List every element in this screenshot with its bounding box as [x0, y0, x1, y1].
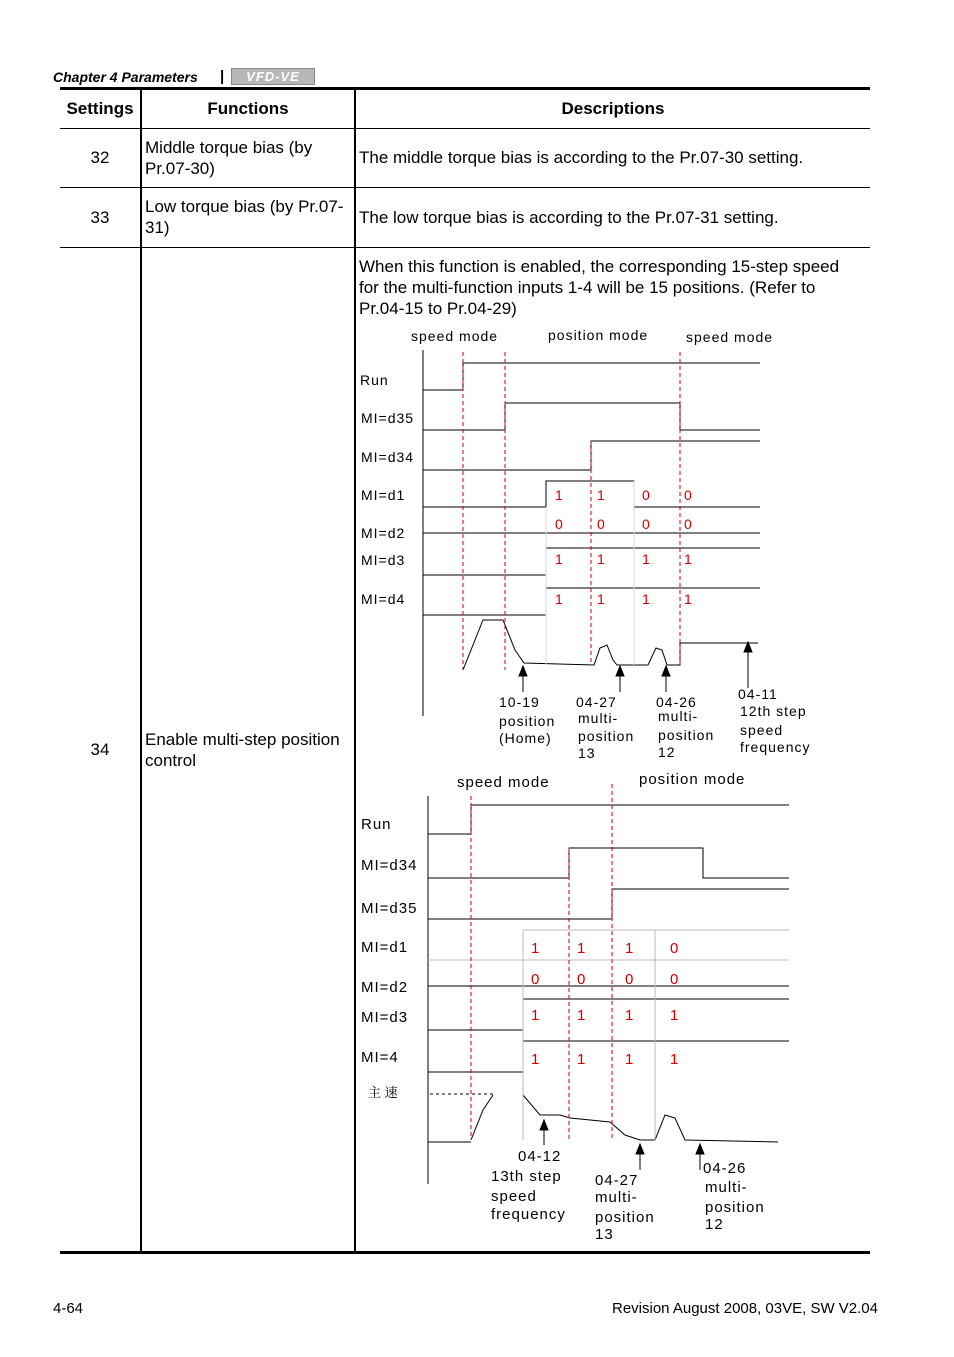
waveform-mi-d34 — [428, 848, 789, 878]
waveform-mi-d35 — [423, 403, 760, 430]
bit-value: 1 — [555, 591, 563, 607]
callout-text: frequency — [491, 1206, 566, 1223]
bit-value: 0 — [531, 971, 540, 988]
waveform-mi-d35 — [428, 889, 789, 919]
signal-label: MI=d34 — [361, 449, 415, 465]
callout-text: multi- — [658, 708, 699, 724]
waveform-mi-d3 — [428, 999, 789, 1030]
signal-label: MI=d1 — [361, 939, 409, 956]
bit-value: 0 — [642, 516, 650, 532]
callout-code: 04-27 — [576, 694, 617, 710]
bit-value: 1 — [684, 591, 692, 607]
main-speed-label: 主 速 — [368, 1085, 398, 1100]
row-rule — [60, 247, 870, 248]
signal-label: Run — [361, 816, 392, 833]
bit-value: 1 — [531, 1051, 540, 1068]
bit-value: 0 — [625, 971, 634, 988]
bit-value: 0 — [670, 971, 679, 988]
signal-label: MI=d2 — [361, 979, 409, 996]
mode-label: position mode — [639, 771, 746, 788]
waveform-frequency-ramp — [471, 1095, 493, 1140]
bit-value: 1 — [625, 940, 634, 957]
mode-label: speed mode — [457, 774, 550, 791]
bit-value: 1 — [597, 551, 605, 567]
vfd-ve-logo: VFD-VE — [231, 68, 315, 85]
page-number: 4-64 — [53, 1300, 84, 1317]
bit-value: 1 — [597, 591, 605, 607]
function-text: Middle torque bias (by Pr.07-30) — [145, 138, 313, 178]
header-descriptions: Descriptions — [561, 99, 665, 118]
signal-label: MI=d35 — [361, 410, 415, 426]
callout-text: frequency — [740, 739, 811, 755]
bit-value: 0 — [684, 487, 692, 503]
callout-text: speed — [740, 722, 784, 738]
row-rule — [60, 187, 870, 188]
callout-text: 13 — [595, 1226, 614, 1243]
bit-value: 1 — [625, 1007, 634, 1024]
waveform-run — [428, 805, 789, 834]
setting-value: 34 — [90, 740, 110, 759]
bit-value: 1 — [625, 1051, 634, 1068]
callout-text: position — [705, 1199, 765, 1216]
arrow-head — [662, 666, 670, 676]
callout-code: 04-26 — [703, 1160, 747, 1177]
callout-code: 04-27 — [595, 1172, 639, 1189]
callout-code: 04-26 — [656, 694, 697, 710]
callout-text: 12 — [658, 744, 676, 760]
description-text: The low torque bias is according to the Pr.07-31 setting. — [359, 208, 779, 227]
bit-table — [555, 487, 692, 607]
chapter-title: Chapter 4 Parameters — [53, 69, 198, 85]
signal-label: MI=d3 — [361, 552, 406, 568]
callout-text: position — [499, 713, 556, 729]
signal-label: MI=d34 — [361, 857, 418, 874]
bit-value: 1 — [577, 940, 586, 957]
bit-table — [531, 940, 678, 1068]
revision-info: Revision August 2008, 03VE, SW V2.04 — [612, 1300, 878, 1317]
function-text: Low torque bias (by Pr.07-31) — [145, 197, 344, 237]
bit-value: 1 — [531, 1007, 540, 1024]
mode-label: speed mode — [686, 329, 774, 345]
callout-text: 12th step — [740, 703, 807, 719]
header-rule — [60, 128, 870, 129]
bit-value: 1 — [642, 591, 650, 607]
timing-diagram-1 — [356, 320, 811, 765]
waveform-run — [423, 363, 760, 390]
callout-text: speed — [491, 1188, 537, 1205]
arrow-head — [540, 1120, 548, 1130]
bit-value: 0 — [684, 516, 692, 532]
arrow-head — [519, 666, 527, 676]
bit-value: 1 — [577, 1007, 586, 1024]
table-top-rule — [60, 87, 870, 90]
signal-label: MI=d3 — [361, 1009, 409, 1026]
bit-value: 1 — [670, 1007, 679, 1024]
bit-value: 0 — [642, 487, 650, 503]
description-text: When this function is enabled, the corresponding 15-step speed for the multi-function inputs 1-4 will be 15 positions. (Refer to Pr.04-15 to Pr.04-29) — [359, 257, 840, 318]
mode-label: speed mode — [411, 328, 499, 344]
callout-text: (Home) — [499, 730, 552, 746]
callout-text: position — [578, 728, 635, 744]
callout-text: multi- — [595, 1189, 638, 1206]
table-bottom-rule — [60, 1251, 870, 1254]
callout-text: 13th step — [491, 1168, 562, 1185]
callout-text: multi- — [705, 1179, 748, 1196]
setting-value: 33 — [90, 208, 110, 227]
waveform-frequency — [523, 1095, 778, 1142]
arrow-head — [636, 1144, 644, 1154]
waveform-mi-4 — [428, 1041, 789, 1072]
header-separator: | — [220, 68, 225, 85]
signal-label: MI=d35 — [361, 900, 418, 917]
header-functions: Functions — [207, 99, 289, 118]
arrow-head — [616, 666, 624, 676]
bit-value: 1 — [531, 940, 540, 957]
callout-text: 13 — [578, 745, 596, 761]
signal-label: MI=4 — [361, 1049, 399, 1066]
bit-value: 1 — [597, 487, 605, 503]
bit-value: 1 — [642, 551, 650, 567]
callout-text: position — [658, 727, 715, 743]
bit-value: 0 — [577, 971, 586, 988]
signal-label: MI=d1 — [361, 487, 406, 503]
description-text: The middle torque bias is according to the Pr.07-30 setting. — [359, 148, 804, 167]
signal-label: Run — [360, 372, 389, 388]
timing-diagram-2 — [356, 766, 796, 1246]
bit-value: 0 — [597, 516, 605, 532]
function-text: Enable multi-step position control — [145, 730, 340, 770]
column-divider — [140, 87, 142, 1254]
signal-label: MI=d2 — [361, 525, 406, 541]
callout-code: 10-19 — [499, 694, 540, 710]
signal-label: MI=d4 — [361, 591, 406, 607]
bit-value: 1 — [555, 551, 563, 567]
callout-text: 12 — [705, 1216, 724, 1233]
header-settings: Settings — [66, 99, 134, 118]
callout-text: position — [595, 1209, 655, 1226]
callout-code: 04-12 — [518, 1148, 562, 1165]
bit-value: 1 — [684, 551, 692, 567]
bit-value: 1 — [577, 1051, 586, 1068]
bit-value: 0 — [555, 516, 563, 532]
setting-value: 32 — [90, 148, 110, 167]
bit-value: 0 — [670, 940, 679, 957]
bit-value: 1 — [555, 487, 563, 503]
callout-text: multi- — [578, 710, 619, 726]
mode-label: position mode — [548, 327, 649, 343]
waveform-frequency — [463, 620, 758, 670]
bit-value: 1 — [670, 1051, 679, 1068]
arrow-head — [696, 1144, 704, 1154]
callout-code: 04-11 — [738, 686, 778, 702]
